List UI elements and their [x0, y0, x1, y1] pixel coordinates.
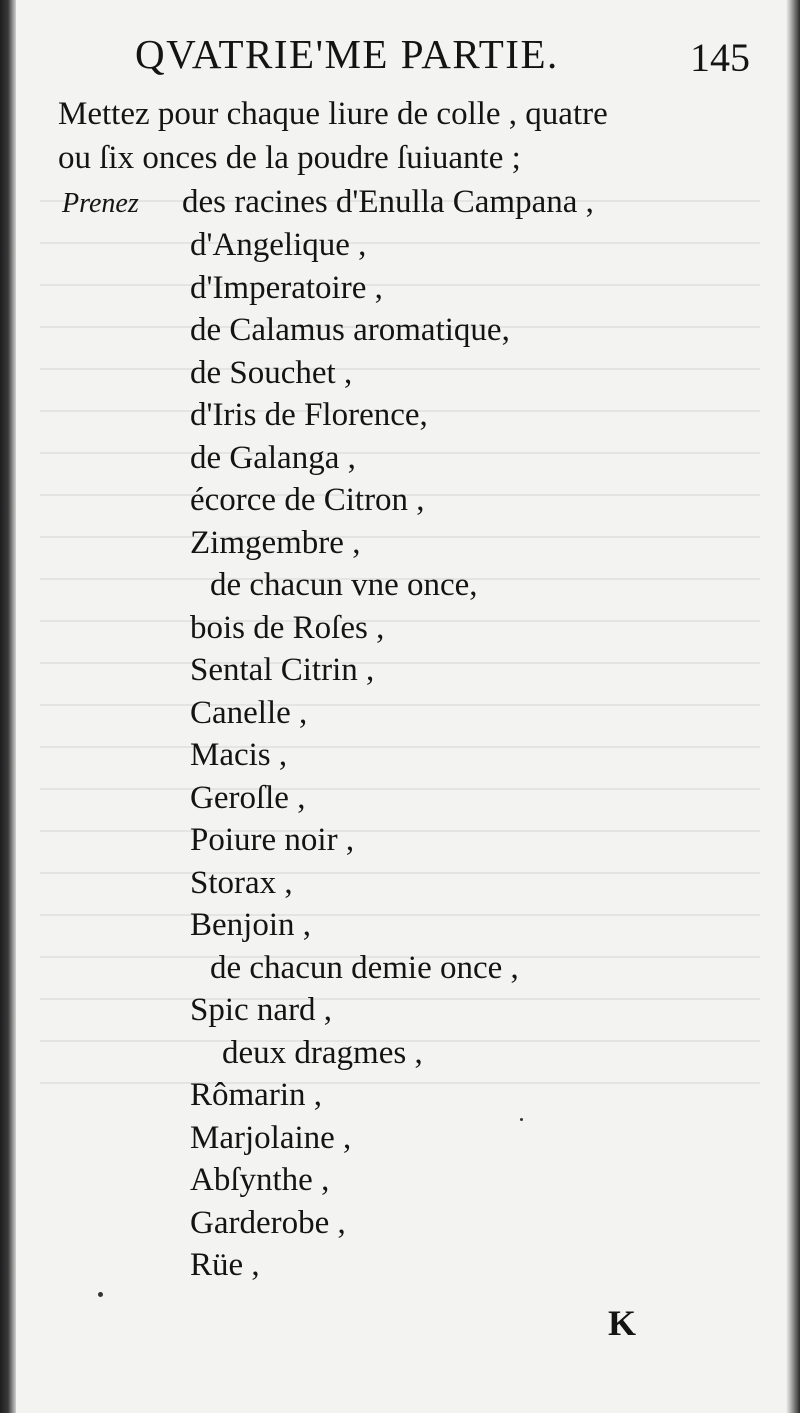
list-item: Macis , [190, 737, 288, 773]
right-gutter [786, 0, 800, 1413]
marginal-word-prenez: Prenez [62, 188, 139, 219]
list-item: bois de Roſes , [190, 609, 385, 646]
list-item: de Souchet , [190, 354, 353, 391]
list-item: Canelle , [190, 694, 308, 731]
page-header [135, 30, 775, 80]
list-item: d'Angelique , [190, 227, 367, 263]
body-paragraph [58, 92, 758, 224]
running-head: QVATRIE'ME PARTIE. [135, 31, 559, 77]
list-item: écorce de Citron , [190, 482, 425, 518]
list-item: Spic nard , [190, 992, 333, 1028]
text-line-3 [58, 180, 758, 224]
list-item: Poiure noir , [190, 822, 355, 858]
text-line-1: Mettez pour chaque liure de colle , quatre [58, 96, 608, 132]
list-item-quantity: deux dragmes , [222, 1034, 423, 1071]
list-item: Garderobe , [190, 1204, 346, 1241]
list-item: Rômarin , [190, 1077, 322, 1113]
list-item: Benjoin , [190, 907, 311, 943]
left-gutter [0, 0, 16, 1413]
list-item: Abſynthe , [190, 1162, 330, 1198]
list-item: Sental Citrin , [190, 652, 375, 688]
list-item-quantity: de chacun vne once, [210, 567, 478, 603]
list-item: de Calamus aromatique, [190, 312, 510, 348]
list-item: Marjolaine , [190, 1119, 352, 1156]
ink-speck [520, 1118, 523, 1121]
list-item: d'Iris de Florence, [190, 397, 428, 433]
text-line-3-rest: des racines d'Enulla Campana , [182, 184, 594, 220]
list-item-quantity: de chacun demie once , [210, 949, 519, 986]
list-item: Rüe , [190, 1247, 260, 1283]
signature-mark: K [608, 1303, 637, 1343]
page-number: 145 [690, 35, 750, 80]
ink-speck [98, 1292, 103, 1297]
list-item: d'Imperatoire , [190, 269, 383, 306]
list-item: Geroſle , [190, 779, 306, 816]
list-item: Storax , [190, 864, 293, 901]
list-item: Zimgembre , [190, 524, 361, 561]
ingredient-list [190, 224, 750, 1287]
list-item: de Galanga , [190, 439, 356, 476]
text-line-2: ou ſix onces de la poudre ſuiuante ; [58, 140, 521, 176]
